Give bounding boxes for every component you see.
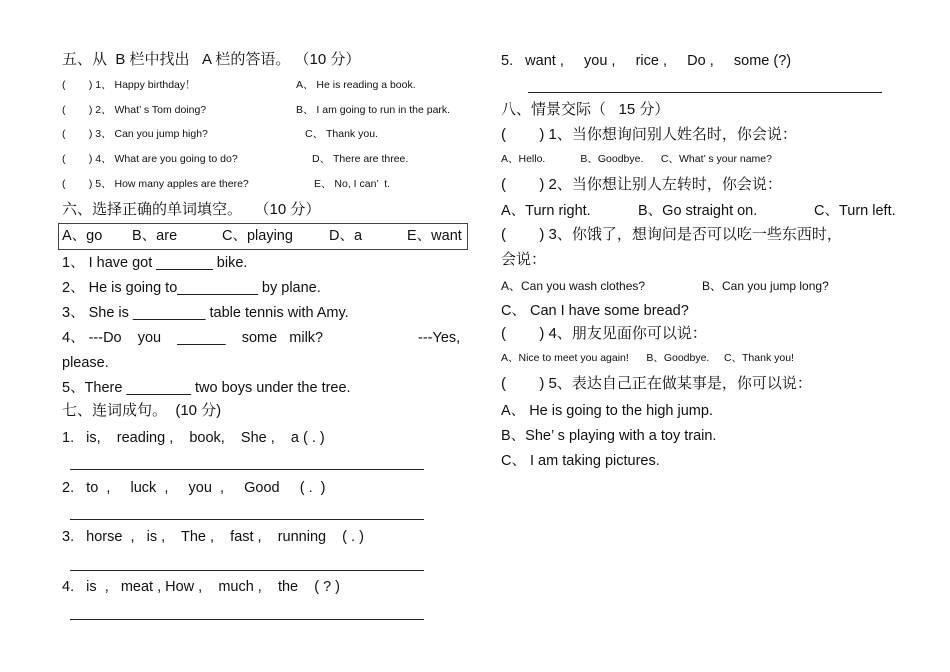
match-answer-b: B、 I am going to run in the park.	[296, 104, 451, 116]
situation-option-3a: A、Can you wash clothes?	[501, 279, 646, 293]
section-6-title: 六、选择正确的单词填空。 （10 分）	[62, 201, 321, 218]
situation-option-2b: B、Go straight on.	[638, 203, 758, 219]
section-7-title: 七、连词成句。 (10 分)	[62, 402, 222, 419]
situation-question-5: ( ) 5、表达自己正在做某事是，你可以说：	[501, 375, 812, 392]
section-8-title: 八、情景交际（ 15 分）	[501, 101, 670, 118]
word-option-b: B、are	[132, 228, 178, 244]
fill-question-3: 3、 She is _________ table tennis with Amy.	[62, 305, 349, 321]
situation-question-1: ( ) 1、当你想询问别人姓名时，你会说：	[501, 126, 797, 143]
answer-line-2	[70, 519, 424, 520]
answer-line-5	[528, 92, 882, 93]
answer-line-4	[70, 619, 424, 620]
word-option-c: C、playing	[222, 228, 293, 244]
fill-question-1: 1、 I have got _______ bike.	[62, 255, 248, 271]
situation-option-3c: C、 Can I have some bread?	[501, 303, 689, 319]
match-question-5: ( ) 5、 How many apples are there?	[62, 178, 249, 190]
match-answer-d: D、 There are three.	[312, 153, 409, 165]
match-answer-c: C、 Thank you.	[305, 128, 378, 140]
match-question-4: ( ) 4、 What are you going to do?	[62, 153, 238, 165]
fill-question-4: 4、 ---Do you ______ some milk?	[62, 330, 324, 346]
situation-option-5b: B、She’ s playing with a toy train.	[501, 428, 717, 444]
situation-question-3: ( ) 3、你饿了，想询问是否可以吃一些东西时，	[501, 226, 842, 243]
section-5-title: 五、从 B 栏中找出 A 栏的答语。 （10 分）	[62, 51, 361, 68]
answer-line-3	[70, 570, 424, 571]
fill-question-4-reply: ---Yes,	[418, 330, 461, 346]
fill-question-5: 5、There ________ two boys under the tree.	[62, 380, 351, 396]
situation-question-3-cont: 会说：	[501, 251, 547, 268]
situation-options-4: A、Nice to meet you again! B、Goodbye. C、Thank you!	[501, 352, 794, 364]
situation-question-4: ( ) 4、朋友见面你可以说：	[501, 325, 707, 342]
situation-question-2: ( ) 2、当你想让别人左转时，你会说：	[501, 176, 782, 193]
order-question-3: 3. horse , is , The , fast , running ( . )	[62, 529, 364, 545]
match-answer-e: E、 No, I can’ t.	[314, 178, 391, 190]
situation-option-3b: B、Can you jump long?	[702, 279, 829, 293]
fill-question-2: 2、 He is going to__________ by plane.	[62, 280, 321, 296]
situation-option-5a: A、 He is going to the high jump.	[501, 403, 713, 419]
order-question-5: 5. want , you , rice , Do , some (?)	[501, 53, 792, 69]
order-question-1: 1. is, reading , book, She , a ( . )	[62, 430, 325, 446]
situation-option-2c: C、Turn left.	[814, 203, 896, 219]
match-question-1: ( ) 1、 Happy birthday！	[62, 79, 196, 91]
order-question-2: 2. to , luck , you , Good ( . )	[62, 480, 326, 496]
match-question-2: ( ) 2、 What’ s Tom doing?	[62, 104, 207, 116]
match-question-3: ( ) 3、 Can you jump high?	[62, 128, 208, 140]
word-option-a: A、go	[62, 228, 103, 244]
order-question-4: 4. is , meat , How , much , the ( ? )	[62, 579, 340, 595]
fill-question-4-reply-cont: please.	[62, 355, 109, 371]
match-answer-a: A、 He is reading a book.	[296, 79, 416, 91]
word-option-d: D、a	[329, 228, 363, 244]
situation-option-5c: C、 I am taking pictures.	[501, 453, 660, 469]
word-option-e: E、want	[407, 228, 462, 244]
situation-options-1: A、Hello. B、Goodbye. C、What’ s your name?	[501, 153, 772, 165]
situation-option-2a: A、Turn right.	[501, 203, 591, 219]
answer-line-1	[70, 469, 424, 470]
